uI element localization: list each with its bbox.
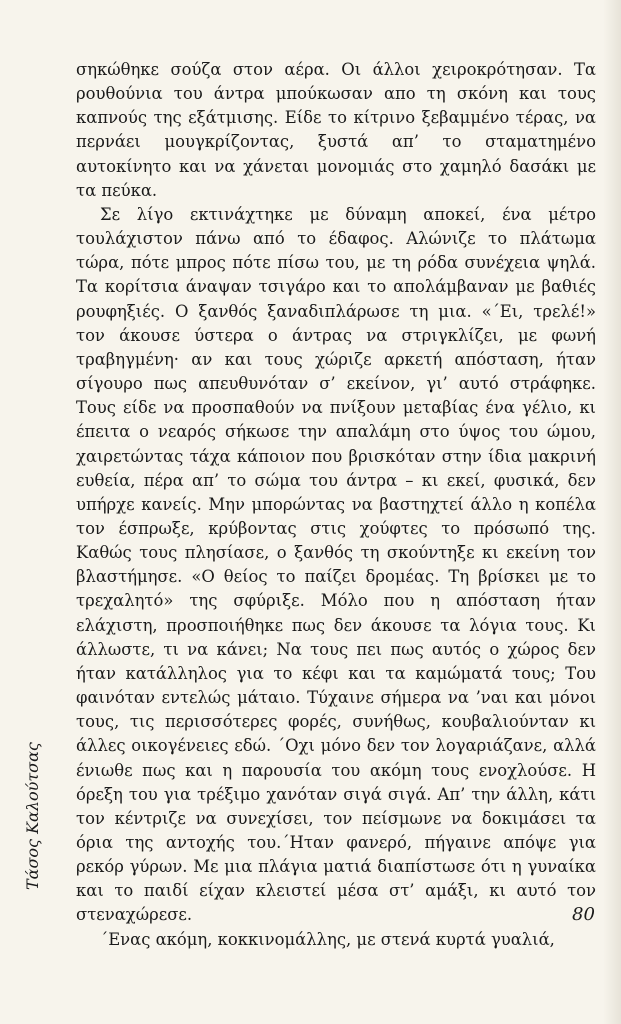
page-number: 80 <box>572 904 595 925</box>
paragraph: ΄Ενας ακόμη, κοκκινομάλλης, με στενά κυρτά γυαλιά, <box>100 929 555 949</box>
page-edge-shadow <box>603 0 621 1024</box>
running-author: Τάσος Καλούτσας <box>23 742 42 890</box>
paragraph: Σε λίγο εκτινάχτηκε με δύναμη αποκεί, ένα μέτρο τουλάχιστον πάνω από το έδαφος. Αλώνιζε το πλάτωμα τώρα, πότε μπρος πότε πίσω του, με τη ρόδα συνέχεια ψηλά. Τα κορίτσια άναψαν τσιγάρο και το απολάμβαναν με βαθιές ρουφηξιές. Ο ξανθός ξαναδιπλάρωσε τη μια. «΄Ει, τρελέ!» τον άκουσε ύστερα ο άντρας να στριγκλίζει, με φωνή τραβηγμένη· αν και τους χώριζε αρκετή απόσταση, ήταν σίγουρο πως απευθυνόταν σ’ εκείνον, γι’ αυτό στράφηκε. Τους είδε να προσπαθούν να πνίξουν μεταβίας ένα γέλιο, κι έπειτα ο νεαρός σήκωσε την απαλάμη στο ύψος του ώμου, χαιρετώντας τάχα κάποιον που βρισκόταν στην ίδια μακρινή ευθεία, πέρα απ’ το σώμα του άντρα – κι εκεί, φυσικά, δεν υπήρχε κανείς. Μην μπορώντας να βαστηχτεί άλλο η κοπέλα τον έσπρωξε, κρύβοντας στις χούφτες το πρόσωπό της. Καθώς τους πλησίασε, ο ξανθός τη σκούντηξε κι εκείνη τον βλαστήμησε. «Ο θείος το παίζει δρομέας. Τη βρίσκει με το τρεχαλητό» της σφύριξε. Μόλο που η απόσταση ήταν ελάχιστη, προσποιήθηκε πως δεν άκουσε τα λόγια τους. Κι άλλωστε, τι να κάνει; Να τους πει πως αυτός ο χώρος δεν ήταν κατάλληλος για το κέφι και τα καμώματά τους; Του φαινόταν εντελώς μάταιο. Τύχαινε σήμερα να ’ναι και μόνοι τους, τις περισσότερες φορές, συνήθως, κουβαλιούνταν κι άλλες οικογένειες εδώ. ΄Οχι μόνο δεν τον λογαριάζανε, αλλά ένιωθε πως και η παρουσία του ακόμη τους ενοχλούσε. Η όρεξη του για τρέξιμο χανόταν σιγά σιγά. Απ’ την άλλη, κάτι τον κέντριζε να συνεχίσει, τον πείσμωνε να δοκιμάσει τα όρια της αντοχής του.΄Ηταν φανερό, πήγαινε απόψε για ρεκόρ γύρων. Με μια πλάγια ματιά διαπίστωσε ότι η γυναίκα και το παιδί είχαν κλειστεί μέσα στ’ αμάξι, κι αυτό τον στεναχώρεσε. <box>76 204 596 925</box>
paragraph: σηκώθηκε σούζα στον αέρα. Οι άλλοι χειροκρότησαν. Τα ρουθούνια του άντρα μπούκωσαν απο τη σκόνη και τους καπνούς της εξάτμισης. Είδε το κίτρινο ξεβαμμένο τέρας, να περνάει μουγκρίζοντας, ξυστά απ’ το σταματημένο αυτοκίνητο και να χάνεται μονομιάς στο χαμηλό δασάκι με τα πεύκα. <box>76 60 596 200</box>
body-text <box>76 58 596 952</box>
